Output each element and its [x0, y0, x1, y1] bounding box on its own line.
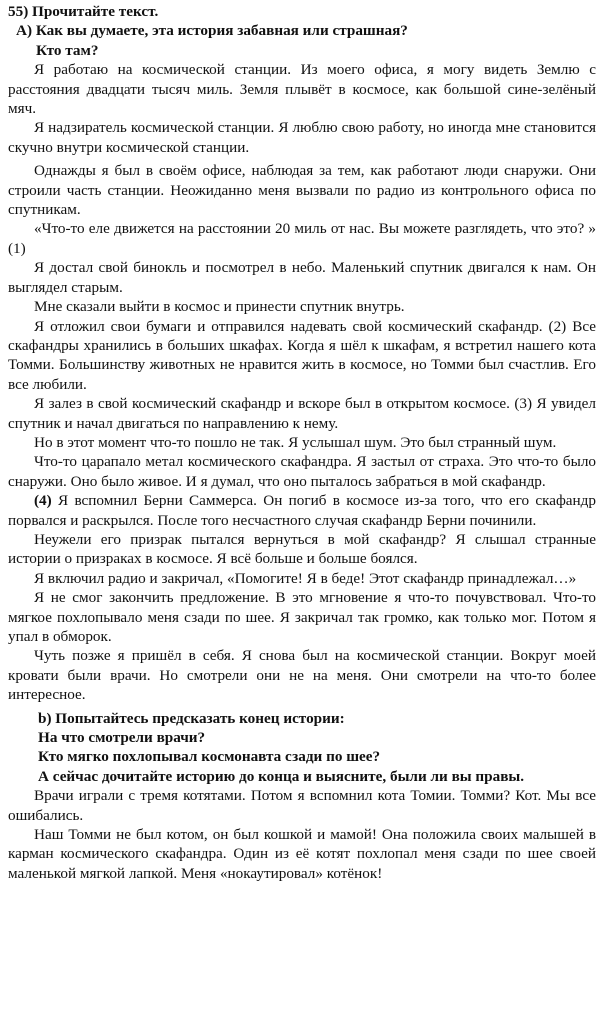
ending-paragraph-2: Наш Томми не был котом, он был кошкой и мамой! Она положила своих малышей в карман космического скафандра. Один из её котят похлопал меня сзади по шее своей маленькой мягкой лапкой. Меня «нокаутировал» котёнок! [8, 826, 596, 882]
story-paragraph-11-text: Я вспомнил Берни Саммерса. Он погиб в космосе из-за того, что его скафандр порвался и раскрылся. После того несчастного случая скафандр Берни починили. [8, 492, 596, 529]
exercise-number-title: 55) Прочитайте текст. [8, 3, 159, 20]
story-paragraph-7: Я отложил свои бумаги и отправился надевать свой космический скафандр. (2) Все скафандры хранились в больших шкафах. Когда я шёл к шкафам, я встретил нашего кота Томми. Большинству животных не нравится жить в космосе, но Томми был счастлив. Его все любили. [8, 317, 596, 393]
story-paragraph-3: Однажды я был в своём офисе, наблюдая за тем, как работают люди снаружи. Они строили часть станции. Неожиданно меня вызвали по радио из контрольного офиса по спутникам. [8, 162, 596, 219]
story-paragraph-9: Но в этот момент что-то пошло не так. Я услышал шум. Это был странный шум. [34, 433, 557, 451]
story-paragraph-15: Чуть позже я пришёл в себя. Я снова был на космической станции. Вокруг моей кровати были врачи. Но смотрели они не на меня. Они смотрели на что-то более интересное. [8, 647, 596, 704]
task-b-question-2: Кто мягко похлопывал космонавта сзади по шее? [38, 748, 381, 766]
story-paragraph-1: Я работаю на космической станции. Из моего офиса, я могу видеть Землю с расстояния двадцати тысяч миль. Земля плывёт в космосе, как большой сине-зелёный мяч. [8, 61, 596, 118]
story-title: Кто там? [36, 41, 99, 59]
story-paragraph-8: Я залез в свой космический скафандр и вскоре был в открытом космосе. (3) Я увидел спутник и начал двигаться по направлению к нему. [8, 395, 596, 432]
story-paragraph-6: Мне сказали выйти в космос и принести спутник внутрь. [34, 298, 405, 316]
story-paragraph-13: Я включил радио и закричал, «Помогите! Я в беде! Этот скафандр принадлежал…» [34, 569, 577, 587]
marker-4: (4) [34, 492, 52, 510]
task-b-title: b) Попытайтесь предсказать конец истории: [38, 709, 345, 727]
story-paragraph-12: Неужели его призрак пытался вернуться в мой скафандр? Я слышал странные истории о призраках в космосе. Я всё больше и больше боялся. [8, 530, 596, 568]
task-a-question: А) Как вы думаете, эта история забавная или страшная? [16, 22, 408, 40]
ending-paragraph-1: Врачи играли с тремя котятами. Потом я вспомнил кота Томии. Томми? Кот. Мы все ошибались. [8, 787, 596, 824]
story-paragraph-14: Я не смог закончить предложение. В это мгновение я что-то почувствовал. Что-то мягкое похлопывало меня сзади по шее. Я закричал так громко, как только мог. Потом я упал в обморок. [8, 589, 596, 645]
story-paragraph-4: «Что-то еле движется на расстоянии 20 миль от нас. Вы можете разглядеть, что это? » (1) [8, 220, 596, 257]
task-b-question-3: А сейчас дочитайте историю до конца и выясните, были ли вы правы. [38, 767, 525, 785]
story-paragraph-5: Я достал свой бинокль и посмотрел в небо. Маленький спутник двигался к нам. Он выглядел старым. [8, 259, 596, 296]
story-paragraph-11 [8, 491, 596, 530]
story-paragraph-2: Я надзиратель космической станции. Я люблю свою работу, но иногда мне становится скучно внутри космической станции. [8, 119, 596, 156]
task-b-question-1: На что смотрели врачи? [38, 729, 206, 747]
story-paragraph-10: Что-то царапало метал космического скафандра. Я застыл от страха. Это что-то было снаружи. Оно было живое. И я думал, что оно пыталось забраться в мой скафандр. [8, 453, 596, 490]
